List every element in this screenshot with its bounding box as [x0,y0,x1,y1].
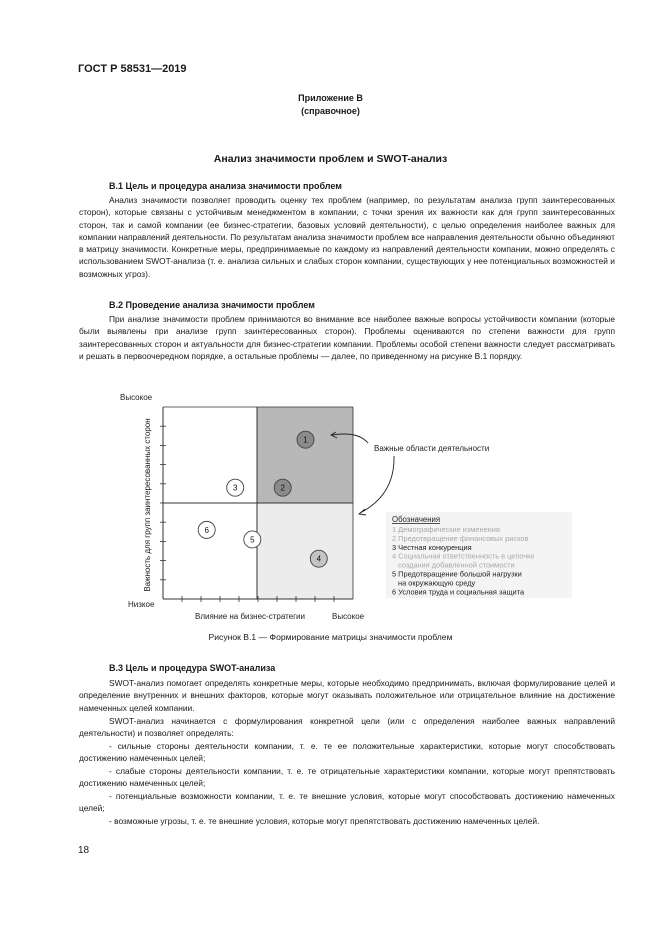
annotation-label: Важные области деятельности [374,444,490,453]
appendix-title: Приложение В [298,93,363,103]
legend-item: 5 Предотвращение большой нагрузки [392,569,522,579]
materiality-matrix-chart [110,385,580,625]
chart-point-5 [244,531,261,548]
section-b3-paragraph-1: SWOT-анализ помогает определять конкретные меры, которые необходимо предпринимать, включая формулирование целей и определение внутренних и внешних факторов, которые могут оказывать положительное или отрицательное влияние на достижение намеченных целей компании. [79,678,615,713]
section-b3-bullet-4: - возможные угрозы, т. е. те внешние условия, которые могут препятствовать достижению намеченных целей. [109,816,540,826]
y-axis-title: Важность для групп заинтересованных сторон [143,418,152,592]
legend-item: 3 Честная конкуренция [392,542,472,552]
legend-item: 4 Социальная ответственность в цепочке [392,551,535,561]
legend-item: 2 Предотвращение финансовых рисков [392,533,529,543]
legend-item: 1 Демографические изменения [392,525,500,534]
appendix-main-title: Анализ значимости проблем и SWOT-анализ [213,153,448,165]
section-b1-heading: В.1 Цель и процедура анализа значимости проблем [109,181,342,191]
legend-item: создания добавленной стоимости [398,560,515,570]
y-axis-low-label: Низкое [128,600,155,609]
page-number: 18 [78,845,90,856]
point-label: 2 [280,483,285,493]
x-axis-high-label: Высокое [332,612,365,621]
legend-item: 6 Условия труда и социальная защита [392,587,525,597]
section-b1-text: Анализ значимости позволяет проводить оценку тех проблем (например, по результатам анализа групп заинтересованных сторон), которые связаны с устойчивым менеджментом в компании, с точки зрения их важности как для групп заинтересованных сторон, так и самой компании (ее бизнес-стратегии, базовых условий деятельности), с целью определения наиболее важных для компании направлений деятельности. По результатам анализа значимости проблем все направления деятельности обычно объединяют в матрицу значимости. Конкретные меры, предпринимаемые по каждому из направлений деятельности компании, можно определять с использованием SWOT-анализа (т. е. анализа сильных и слабых сторон компании, существующих у нее потенциальных возможностей и возможных угроз). [79,195,615,279]
chart-point-3 [227,479,244,496]
point-label: 1 [303,435,308,445]
point-label: 6 [204,525,209,535]
point-label: 3 [232,483,238,493]
section-b2-heading: В.2 Проведение анализа значимости проблем [109,300,315,310]
legend-item: на окружающую среду [398,578,476,588]
chart-point-4 [310,550,327,567]
chart-point-6 [198,521,215,538]
legend-title: Обозначения [392,515,441,524]
appendix-subtitle: (справочное) [301,106,360,116]
x-axis-title: Влияние на бизнес-стратегии [195,612,305,621]
chart-point-2 [274,479,291,496]
section-b3-bullet-2: - слабые стороны деятельности компании, т. е. те отрицательные характеристики компании, которые могут препятствовать достижению намеченных целей; [79,766,615,789]
point-label: 5 [250,535,255,545]
section-b3-paragraph-2: SWOT-анализ начинается с формулирования конкретной цели (или с определения наиболее важных направлений деятельности) и позволяет определять: [79,716,615,739]
chart-point-1 [297,431,314,448]
important-area-quadrant [257,407,353,503]
section-b3-bullet-3: - потенциальные возможности компании, т. е. те внешние условия, которые могут способствовать достижению намеченных целей; [79,791,615,814]
section-b3-heading: В.3 Цель и процедура SWOT-анализа [109,663,276,673]
appendix-heading [0,92,661,118]
annotation-arrow-bottom [360,456,394,513]
section-b2-text: При анализе значимости проблем принимаются во внимание все наиболее важные вопросы устойчивости компании (которые были выявлены при анализе групп заинтересованных сторон). Проблемы оцениваются по степени важности для групп заинтересованных сторон и актуальности для бизнес-стратегии компании. Проблемы особой степени важности следует рассматривать и решать в первоочередном порядке, а остальные проблемы — далее, по приведенному на рисунке В.1 порядку. [79,314,615,361]
secondary-area-quadrant [257,503,353,599]
y-axis-high-label: Высокое [120,393,153,402]
section-b3-bullet-1: - сильные стороны деятельности компании, т. е. те ее положительные характеристики, которые могут способствовать достижению намеченных целей; [79,741,615,764]
point-label: 4 [316,554,322,564]
figure-caption: Рисунок В.1 — Формирование матрицы значимости проблем [208,632,453,642]
document-code: ГОСТ Р 58531—2019 [78,63,187,75]
